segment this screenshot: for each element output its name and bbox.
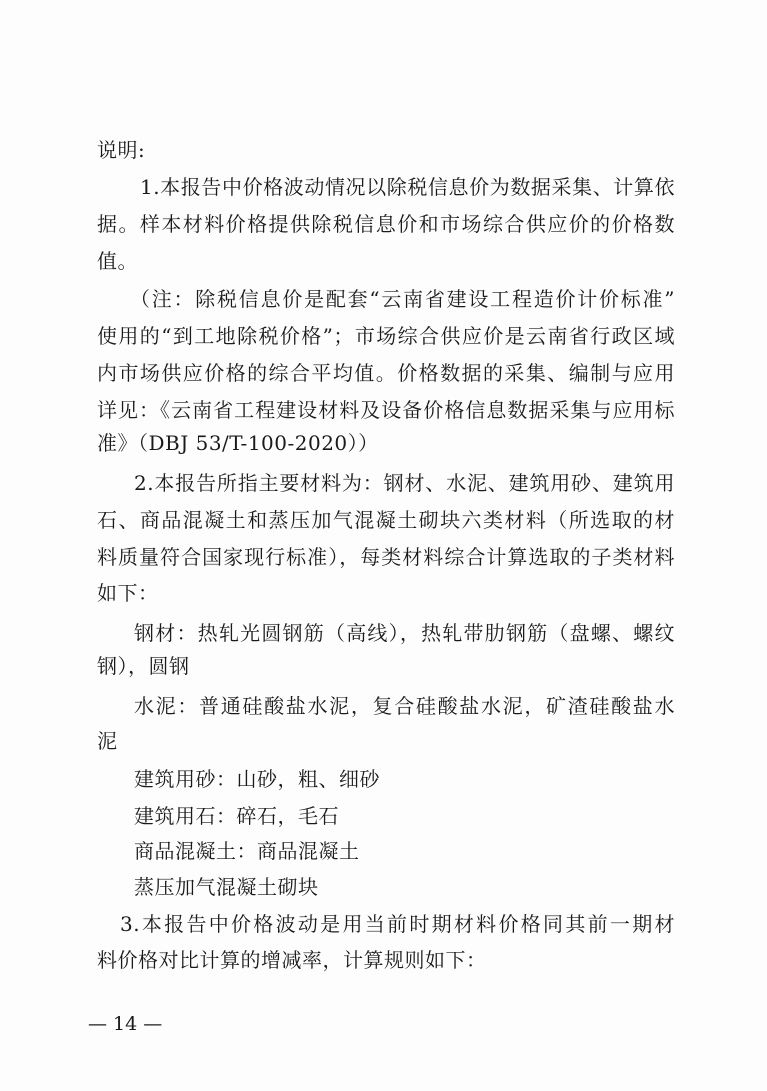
section-heading: 说明: <box>97 138 146 162</box>
paragraph-1-line-3: 值。 <box>97 249 138 273</box>
paragraph-3-line-2: 料价格对比计算的增减率，计算规则如下： <box>97 948 487 972</box>
note-line-1: （注：除税信息价是配套“云南省建设工程造价计价标准” <box>130 287 675 311</box>
paragraph-1-line-1: 1.本报告中价格波动情况以除税信息价为数据采集、计算依 <box>140 175 675 199</box>
paragraph-2-line-4: 如下： <box>97 581 159 605</box>
materials-sand: 建筑用砂：山砂，粗、细砂 <box>134 767 380 791</box>
materials-stone: 建筑用石：碎石，毛石 <box>134 804 339 828</box>
paragraph-1-line-2: 据。样本材料价格提供除税信息价和市场综合供应价的价格数 <box>97 212 675 236</box>
paragraph-2-line-1: 2.本报告所指主要材料为：钢材、水泥、建筑用砂、建筑用 <box>134 471 675 495</box>
materials-steel-line-1: 钢材：热轧光圆钢筋（高线），热轧带肋钢筋（盘螺、螺纹 <box>134 621 675 645</box>
note-line-2: 使用的“到工地除税价格”；市场综合供应价是云南省行政区域 <box>97 324 675 348</box>
note-line-4: 详见：《云南省工程建设材料及设备价格信息数据采集与应用标 <box>97 398 675 422</box>
note-line-3: 内市场供应价格的综合平均值。价格数据的采集、编制与应用 <box>97 361 675 385</box>
note-line-5: 准》（DBJ 53/T-100-2020）） <box>97 431 379 455</box>
paragraph-2-line-3: 料质量符合国家现行标准），每类材料综合计算选取的子类材料 <box>97 545 675 569</box>
materials-steel-line-2: 钢），圆钢 <box>97 654 190 678</box>
page-number: — 14 — <box>88 1013 163 1035</box>
paragraph-3-line-1: 3.本报告中价格波动是用当前时期材料价格同其前一期材 <box>120 912 675 936</box>
materials-cement-line-1: 水泥：普通硅酸盐水泥，复合硅酸盐水泥，矿渣硅酸盐水 <box>134 694 675 718</box>
materials-block: 蒸压加气混凝土砌块 <box>134 875 319 899</box>
materials-cement-line-2: 泥 <box>97 729 118 753</box>
paragraph-2-line-2: 石、商品混凝土和蒸压加气混凝土砌块六类材料（所选取的材 <box>97 508 675 532</box>
materials-concrete: 商品混凝土：商品混凝土 <box>134 839 360 863</box>
